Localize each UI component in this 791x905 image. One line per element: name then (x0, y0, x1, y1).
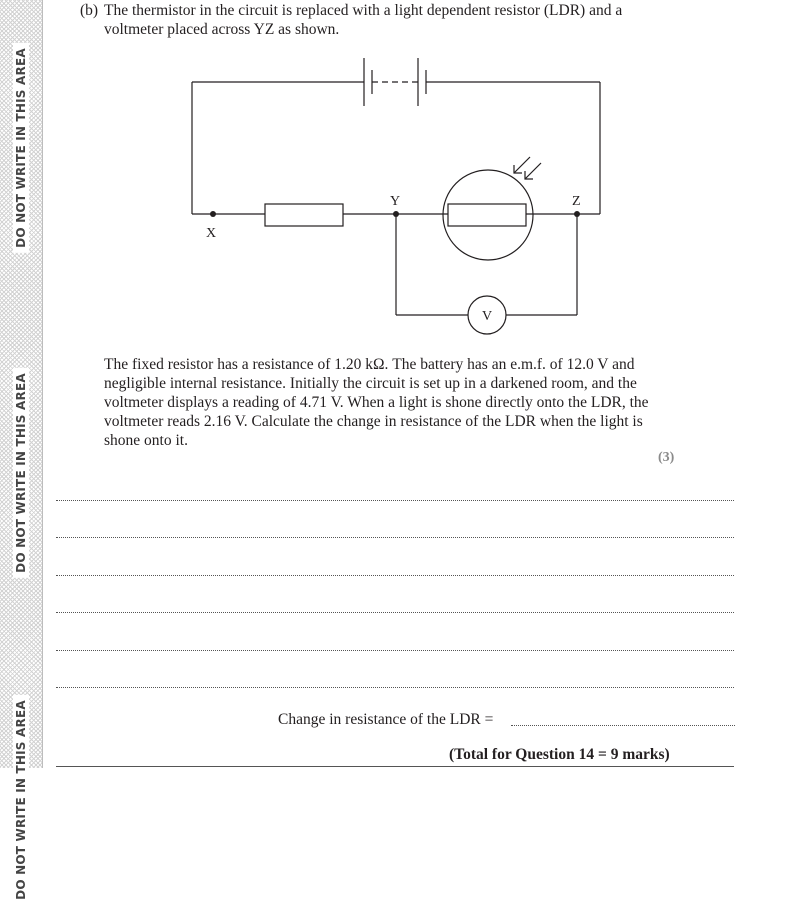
voltmeter-label: V (482, 309, 493, 324)
fixed-resistor (265, 204, 343, 226)
margin-warning-3: DO NOT WRITE IN THIS AREA (13, 695, 29, 905)
margin-warning-2: DO NOT WRITE IN THIS AREA (13, 368, 29, 578)
label-y: Y (390, 194, 401, 209)
label-x: X (206, 226, 217, 241)
ldr-circle (443, 170, 533, 260)
margin-warning-1: DO NOT WRITE IN THIS AREA (13, 43, 29, 253)
light-arrow-2 (525, 163, 541, 179)
intro-line-2: voltmeter placed across YZ as shown. (104, 21, 340, 38)
answer-blank[interactable] (511, 725, 735, 726)
answer-line[interactable] (56, 537, 734, 538)
marks-available: (3) (658, 450, 675, 465)
intro-line-1: The thermistor in the circuit is replaced with a light dependent resistor (LDR) and a (104, 2, 623, 19)
answer-label: Change in resistance of the LDR = (278, 711, 494, 728)
bottom-divider (56, 766, 734, 767)
answer-line[interactable] (56, 687, 734, 688)
ldr-resistor (448, 204, 526, 226)
node-y-dot (393, 211, 399, 217)
question-paragraph: The fixed resistor has a resistance of 1.20 kΩ. The battery has an e.m.f. of 12.0 V and negligible internal resistance. Initially the circuit is set up in a darkened room, and the voltmeter displays a reading of 4.71 V. When a light is shone directly onto the LDR, the voltmeter reads 2.16 V. Calculate the change in resistance of the LDR when the light is shone onto it. (104, 356, 649, 449)
question-total: (Total for Question 14 = 9 marks) (449, 746, 670, 763)
node-z-dot (574, 211, 580, 217)
answer-line[interactable] (56, 612, 734, 613)
node-x-dot (210, 211, 216, 217)
light-arrow-1 (514, 157, 530, 173)
label-z: Z (572, 194, 581, 209)
part-label: (b) (80, 2, 99, 19)
answer-line[interactable] (56, 575, 734, 576)
answer-line[interactable] (56, 650, 734, 651)
answer-line[interactable] (56, 500, 734, 501)
